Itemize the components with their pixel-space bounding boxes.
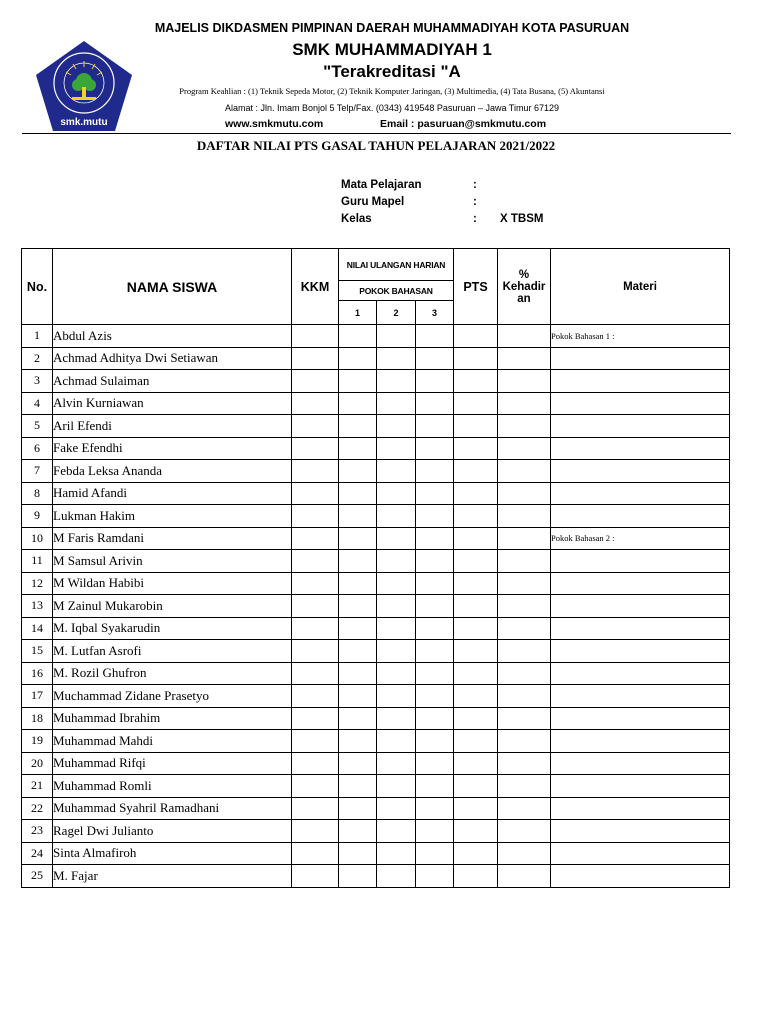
student-name: Fake Efendhi	[53, 437, 292, 460]
score-cell-2	[377, 325, 416, 348]
row-number: 12	[22, 572, 53, 595]
score-cell-3	[416, 347, 454, 370]
score-cell-1	[339, 392, 377, 415]
score-cell-1	[339, 415, 377, 438]
attendance-cell	[498, 820, 551, 843]
score-cell-1	[339, 617, 377, 640]
score-cell-2	[377, 392, 416, 415]
score-cell-2	[377, 437, 416, 460]
pts-cell	[454, 640, 498, 663]
material-cell	[551, 797, 730, 820]
row-number: 22	[22, 797, 53, 820]
header-kkm: KKM	[292, 249, 339, 325]
score-cell-1	[339, 325, 377, 348]
table-row	[22, 392, 730, 415]
row-number: 25	[22, 865, 53, 888]
score-cell-3	[416, 685, 454, 708]
pts-cell	[454, 415, 498, 438]
material-cell	[551, 595, 730, 618]
score-cell-2	[377, 775, 416, 798]
header-daily-test-scores: NILAI ULANGAN HARIAN	[339, 249, 454, 281]
kkm-cell	[292, 820, 339, 843]
kkm-cell	[292, 370, 339, 393]
student-name: Muhammad Mahdi	[53, 730, 292, 753]
header-email: Email : pasuruan@smkmutu.com	[380, 118, 547, 130]
score-cell-3	[416, 775, 454, 798]
student-name: Hamid Afandi	[53, 482, 292, 505]
attendance-cell	[498, 797, 551, 820]
school-logo	[33, 39, 135, 133]
table-row	[22, 775, 730, 798]
pts-cell	[454, 617, 498, 640]
student-name: Muhammad Romli	[53, 775, 292, 798]
score-cell-1	[339, 640, 377, 663]
student-name: M. Lutfan Asrofi	[53, 640, 292, 663]
document-title: DAFTAR NILAI PTS GASAL TAHUN PELAJARAN 2021/2022	[196, 138, 556, 153]
material-cell	[551, 707, 730, 730]
student-name: Muchammad Zidane Prasetyo	[53, 685, 292, 708]
score-cell-2	[377, 797, 416, 820]
score-cell-2	[377, 820, 416, 843]
attendance-cell	[498, 617, 551, 640]
info-colon: :	[473, 196, 477, 208]
score-cell-3	[416, 820, 454, 843]
attendance-cell	[498, 392, 551, 415]
table-row	[22, 460, 730, 483]
kkm-cell	[292, 550, 339, 573]
score-cell-2	[377, 842, 416, 865]
kkm-cell	[292, 752, 339, 775]
table-row	[22, 662, 730, 685]
score-cell-1	[339, 775, 377, 798]
row-number: 11	[22, 550, 53, 573]
table-row	[22, 437, 730, 460]
material-cell	[551, 415, 730, 438]
header-organization: MAJELIS DIKDASMEN PIMPINAN DAERAH MUHAMMADIYAH KOTA PASURUAN	[154, 21, 630, 35]
attendance-cell	[498, 572, 551, 595]
attendance-cell	[498, 865, 551, 888]
pts-cell	[454, 392, 498, 415]
header-topic-3: 3	[416, 301, 454, 325]
pts-cell	[454, 820, 498, 843]
material-cell	[551, 550, 730, 573]
pts-cell	[454, 775, 498, 798]
student-name: Lukman Hakim	[53, 505, 292, 528]
attendance-cell	[498, 640, 551, 663]
material-cell	[551, 820, 730, 843]
attendance-cell	[498, 842, 551, 865]
header-divider	[22, 133, 731, 134]
material-cell	[551, 437, 730, 460]
attendance-cell	[498, 752, 551, 775]
header-material: Materi	[551, 249, 730, 325]
row-number: 4	[22, 392, 53, 415]
material-cell	[551, 662, 730, 685]
material-cell	[551, 505, 730, 528]
row-number: 2	[22, 347, 53, 370]
kkm-cell	[292, 482, 339, 505]
row-number: 3	[22, 370, 53, 393]
attendance-cell	[498, 527, 551, 550]
header-accreditation: "Terakreditasi "A	[323, 62, 461, 81]
row-number: 19	[22, 730, 53, 753]
row-number: 8	[22, 482, 53, 505]
table-row	[22, 347, 730, 370]
row-number: 23	[22, 820, 53, 843]
table-row	[22, 752, 730, 775]
attendance-cell	[498, 325, 551, 348]
material-cell	[551, 572, 730, 595]
score-cell-1	[339, 482, 377, 505]
table-row	[22, 527, 730, 550]
row-number: 5	[22, 415, 53, 438]
student-name: M. Fajar	[53, 865, 292, 888]
table-row	[22, 820, 730, 843]
header-attendance	[498, 249, 551, 325]
row-number: 17	[22, 685, 53, 708]
material-cell	[551, 392, 730, 415]
logo-caption: smk.mutu	[60, 117, 108, 128]
attendance-cell	[498, 550, 551, 573]
info-value-class: X TBSM	[500, 213, 544, 225]
kkm-cell	[292, 595, 339, 618]
kkm-cell	[292, 527, 339, 550]
kkm-cell	[292, 392, 339, 415]
row-number: 10	[22, 527, 53, 550]
student-name: Achmad Sulaiman	[53, 370, 292, 393]
score-cell-3	[416, 707, 454, 730]
header-pts: PTS	[454, 249, 498, 325]
kkm-cell	[292, 505, 339, 528]
table-row	[22, 415, 730, 438]
score-cell-2	[377, 595, 416, 618]
score-cell-1	[339, 505, 377, 528]
pts-cell	[454, 572, 498, 595]
header-website: www.smkmutu.com	[225, 118, 324, 130]
material-cell	[551, 752, 730, 775]
student-name: M Zainul Mukarobin	[53, 595, 292, 618]
pts-cell	[454, 842, 498, 865]
score-cell-3	[416, 572, 454, 595]
attendance-cell	[498, 775, 551, 798]
pts-cell	[454, 797, 498, 820]
score-cell-3	[416, 797, 454, 820]
score-cell-1	[339, 820, 377, 843]
score-cell-1	[339, 460, 377, 483]
score-cell-3	[416, 482, 454, 505]
kkm-cell	[292, 437, 339, 460]
header-attendance-line3: an	[517, 292, 531, 305]
kkm-cell	[292, 685, 339, 708]
student-name: M. Iqbal Syakarudin	[53, 617, 292, 640]
score-cell-3	[416, 730, 454, 753]
score-cell-2	[377, 370, 416, 393]
score-cell-1	[339, 437, 377, 460]
score-cell-3	[416, 595, 454, 618]
kkm-cell	[292, 775, 339, 798]
score-cell-3	[416, 550, 454, 573]
score-cell-2	[377, 707, 416, 730]
grades-table	[21, 248, 730, 888]
kkm-cell	[292, 325, 339, 348]
attendance-cell	[498, 685, 551, 708]
score-cell-3	[416, 640, 454, 663]
score-cell-3	[416, 437, 454, 460]
score-cell-3	[416, 617, 454, 640]
header-student-name: NAMA SISWA	[53, 249, 292, 325]
material-cell	[551, 347, 730, 370]
kkm-cell	[292, 347, 339, 370]
material-cell	[551, 730, 730, 753]
header-no: No.	[22, 249, 53, 325]
score-cell-3	[416, 865, 454, 888]
score-cell-1	[339, 662, 377, 685]
score-cell-1	[339, 865, 377, 888]
material-cell: Pokok Bahasan 2 :	[551, 527, 730, 550]
header-address: Alamat : Jln. Imam Bonjol 5 Telp/Fax. (0343) 419548 Pasuruan – Jawa Timur 67129	[224, 103, 559, 113]
kkm-cell	[292, 865, 339, 888]
score-cell-3	[416, 325, 454, 348]
info-colon: :	[473, 179, 477, 191]
score-cell-3	[416, 460, 454, 483]
score-cell-2	[377, 527, 416, 550]
pts-cell	[454, 730, 498, 753]
score-cell-2	[377, 347, 416, 370]
score-cell-2	[377, 460, 416, 483]
table-row	[22, 617, 730, 640]
material-cell	[551, 617, 730, 640]
attendance-cell	[498, 437, 551, 460]
student-name: Ragel Dwi Julianto	[53, 820, 292, 843]
score-cell-1	[339, 370, 377, 393]
score-cell-1	[339, 842, 377, 865]
kkm-cell	[292, 572, 339, 595]
row-number: 20	[22, 752, 53, 775]
kkm-cell	[292, 415, 339, 438]
table-row	[22, 370, 730, 393]
student-name: Muhammad Rifqi	[53, 752, 292, 775]
row-number: 7	[22, 460, 53, 483]
score-cell-2	[377, 685, 416, 708]
pts-cell	[454, 482, 498, 505]
material-cell	[551, 775, 730, 798]
material-cell	[551, 460, 730, 483]
kkm-cell	[292, 707, 339, 730]
pts-cell	[454, 595, 498, 618]
score-cell-1	[339, 572, 377, 595]
table-row	[22, 505, 730, 528]
pts-cell	[454, 505, 498, 528]
score-cell-3	[416, 415, 454, 438]
score-cell-2	[377, 572, 416, 595]
table-row	[22, 550, 730, 573]
attendance-cell	[498, 730, 551, 753]
pts-cell	[454, 460, 498, 483]
header-topic-2: 2	[377, 301, 416, 325]
material-cell	[551, 370, 730, 393]
table-row	[22, 640, 730, 663]
row-number: 14	[22, 617, 53, 640]
row-number: 9	[22, 505, 53, 528]
score-cell-3	[416, 752, 454, 775]
score-cell-3	[416, 370, 454, 393]
attendance-cell	[498, 347, 551, 370]
kkm-cell	[292, 797, 339, 820]
score-cell-2	[377, 865, 416, 888]
student-name: Alvin Kurniawan	[53, 392, 292, 415]
pts-cell	[454, 685, 498, 708]
student-name: M Faris Ramdani	[53, 527, 292, 550]
attendance-cell	[498, 662, 551, 685]
pts-cell	[454, 550, 498, 573]
info-label-class: Kelas	[341, 213, 372, 225]
kkm-cell	[292, 842, 339, 865]
table-row	[22, 707, 730, 730]
attendance-cell	[498, 707, 551, 730]
kkm-cell	[292, 617, 339, 640]
material-cell	[551, 842, 730, 865]
kkm-cell	[292, 460, 339, 483]
row-number: 15	[22, 640, 53, 663]
score-cell-2	[377, 662, 416, 685]
score-cell-1	[339, 797, 377, 820]
student-name: Muhammad Syahril Ramadhani	[53, 797, 292, 820]
score-cell-2	[377, 617, 416, 640]
score-cell-1	[339, 347, 377, 370]
score-cell-2	[377, 640, 416, 663]
material-cell	[551, 482, 730, 505]
student-name: Sinta Almafiroh	[53, 842, 292, 865]
header-attendance-line2: Kehadir	[502, 280, 546, 293]
score-cell-2	[377, 752, 416, 775]
table-row	[22, 595, 730, 618]
student-name: Achmad Adhitya Dwi Setiawan	[53, 347, 292, 370]
student-name: Febda Leksa Ananda	[53, 460, 292, 483]
score-cell-3	[416, 392, 454, 415]
attendance-cell	[498, 595, 551, 618]
attendance-cell	[498, 460, 551, 483]
pts-cell	[454, 527, 498, 550]
score-cell-1	[339, 752, 377, 775]
score-cell-1	[339, 685, 377, 708]
table-row	[22, 325, 730, 348]
material-cell	[551, 640, 730, 663]
pts-cell	[454, 347, 498, 370]
score-cell-1	[339, 550, 377, 573]
score-cell-3	[416, 842, 454, 865]
header-school-name: SMK MUHAMMADIYAH 1	[292, 40, 492, 59]
material-cell	[551, 865, 730, 888]
student-name: M Wildan Habibi	[53, 572, 292, 595]
kkm-cell	[292, 662, 339, 685]
pts-cell	[454, 865, 498, 888]
student-name: Abdul Azis	[53, 325, 292, 348]
row-number: 6	[22, 437, 53, 460]
pts-cell	[454, 662, 498, 685]
row-number: 13	[22, 595, 53, 618]
info-label-teacher: Guru Mapel	[341, 196, 405, 208]
table-row	[22, 797, 730, 820]
row-number: 24	[22, 842, 53, 865]
score-cell-1	[339, 527, 377, 550]
score-cell-2	[377, 550, 416, 573]
pts-cell	[454, 707, 498, 730]
pts-cell	[454, 437, 498, 460]
score-cell-3	[416, 527, 454, 550]
kkm-cell	[292, 640, 339, 663]
table-row	[22, 685, 730, 708]
row-number: 21	[22, 775, 53, 798]
score-cell-2	[377, 730, 416, 753]
score-cell-1	[339, 730, 377, 753]
student-name: Muhammad Ibrahim	[53, 707, 292, 730]
score-cell-1	[339, 595, 377, 618]
score-cell-2	[377, 482, 416, 505]
material-cell	[551, 685, 730, 708]
row-number: 1	[22, 325, 53, 348]
score-cell-1	[339, 707, 377, 730]
table-row	[22, 730, 730, 753]
header-topic: POKOK BAHASAN	[339, 281, 454, 301]
score-cell-3	[416, 662, 454, 685]
score-cell-2	[377, 505, 416, 528]
table-row	[22, 865, 730, 888]
row-number: 16	[22, 662, 53, 685]
info-label-subject: Mata Pelajaran	[341, 179, 422, 191]
material-cell: Pokok Bahasan 1 :	[551, 325, 730, 348]
pts-cell	[454, 370, 498, 393]
pts-cell	[454, 325, 498, 348]
header-programs: Program Keahlian : (1) Teknik Sepeda Motor, (2) Teknik Komputer Jaringan, (3) Multimedia, (4) Tata Busana, (5) Akuntansi	[179, 86, 605, 96]
row-number: 18	[22, 707, 53, 730]
attendance-cell	[498, 370, 551, 393]
score-cell-2	[377, 415, 416, 438]
info-colon: :	[473, 213, 477, 225]
table-row	[22, 572, 730, 595]
header-topic-1: 1	[339, 301, 377, 325]
attendance-cell	[498, 482, 551, 505]
kkm-cell	[292, 730, 339, 753]
attendance-cell	[498, 415, 551, 438]
table-row	[22, 842, 730, 865]
score-cell-3	[416, 505, 454, 528]
attendance-cell	[498, 505, 551, 528]
pts-cell	[454, 752, 498, 775]
student-name: Aril Efendi	[53, 415, 292, 438]
student-name: M. Rozil Ghufron	[53, 662, 292, 685]
student-name: M Samsul Arivin	[53, 550, 292, 573]
header-attendance-line1: %	[518, 268, 530, 281]
table-row	[22, 482, 730, 505]
